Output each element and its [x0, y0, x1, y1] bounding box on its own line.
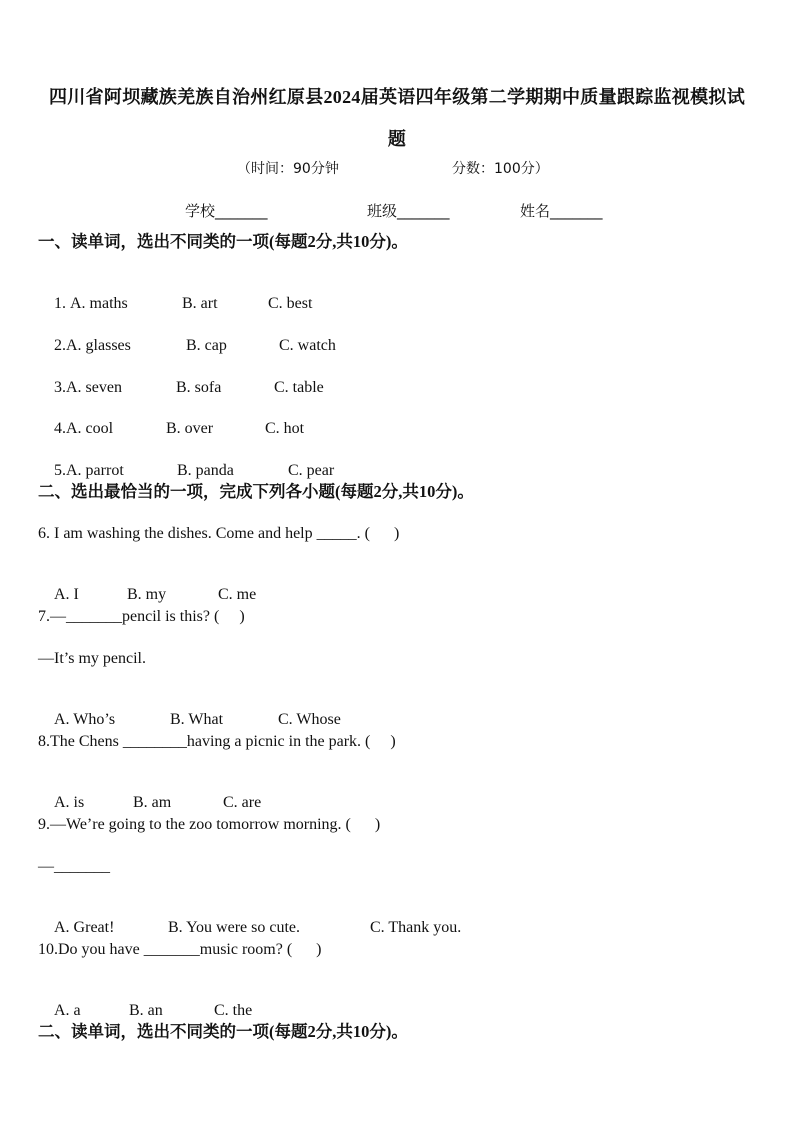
- question-number: 1.: [54, 295, 70, 312]
- option-c: C. me: [218, 586, 257, 603]
- exam-score: 分数：100分）: [452, 161, 549, 177]
- option-b: B. over: [166, 420, 214, 437]
- option-b: B. cap: [186, 337, 227, 354]
- question-number: 5.: [54, 462, 66, 479]
- section-heading: 二、选出最恰当的一项，完成下列各小题(每题2分,共10分)。: [38, 482, 474, 501]
- option-a: A. Who’s: [54, 711, 116, 728]
- option-a: A. seven: [66, 379, 122, 396]
- option-c: C. pear: [288, 462, 335, 479]
- school-field: 学校_______: [185, 202, 268, 220]
- question-7-stem: 7.—_______pencil is this? ( ): [38, 608, 245, 625]
- option-a: A. I: [54, 586, 79, 603]
- option-a: A. cool: [66, 420, 114, 437]
- option-b: B. my: [127, 586, 167, 603]
- option-b: B. art: [182, 295, 218, 312]
- exam-title-continued: 题: [387, 129, 407, 149]
- option-c: C. the: [214, 1002, 253, 1019]
- question-6-stem: 6. I am washing the dishes. Come and help _____. ( ): [38, 525, 400, 542]
- question-9-answer: —_______: [38, 858, 110, 875]
- option-a: A. parrot: [66, 462, 124, 479]
- question-number: 2.: [54, 337, 66, 354]
- question-10-stem: 10.Do you have _______music room? ( ): [38, 941, 322, 958]
- question-9-stem: 9.—We’re going to the zoo tomorrow morning. ( ): [38, 816, 381, 833]
- option-c: C. best: [268, 295, 313, 312]
- section-heading: 二、读单词，选出不同类的一项(每题2分,共10分)。: [38, 1022, 408, 1041]
- question-number: 4.: [54, 420, 66, 437]
- option-c: C. table: [274, 379, 324, 396]
- section-heading: 一、读单词，选出不同类的一项(每题2分,共10分)。: [38, 232, 408, 251]
- class-field: 班级_______: [367, 202, 450, 220]
- exam-time: （时间：90分钟: [237, 161, 339, 177]
- option-c: C. Thank you.: [370, 919, 462, 936]
- option-a: A. a: [54, 1002, 81, 1019]
- option-c: C. hot: [265, 420, 305, 437]
- question-7-answer: —It’s my pencil.: [38, 650, 146, 667]
- option-b: B. an: [129, 1002, 163, 1019]
- option-a: A. glasses: [66, 337, 131, 354]
- name-field: 姓名_______: [520, 202, 603, 220]
- option-b: B. panda: [177, 462, 234, 479]
- question-8-stem: 8.The Chens ________having a picnic in the park. ( ): [38, 733, 396, 750]
- exam-title: 四川省阿坝藏族羌族自治州红原县2024届英语四年级第二学期期中质量跟踪监视模拟试: [49, 87, 745, 107]
- option-c: C. watch: [279, 337, 336, 354]
- option-c: C. Whose: [278, 711, 341, 728]
- option-b: B. You were so cute.: [168, 919, 300, 936]
- option-a: A. is: [54, 794, 85, 811]
- option-b: B. What: [170, 711, 224, 728]
- option-c: C. are: [223, 794, 262, 811]
- question-number: 3.: [54, 379, 66, 396]
- option-a: A. maths: [70, 295, 128, 312]
- option-b: B. sofa: [176, 379, 222, 396]
- option-b: B. am: [133, 794, 172, 811]
- option-a: A. Great!: [54, 919, 115, 936]
